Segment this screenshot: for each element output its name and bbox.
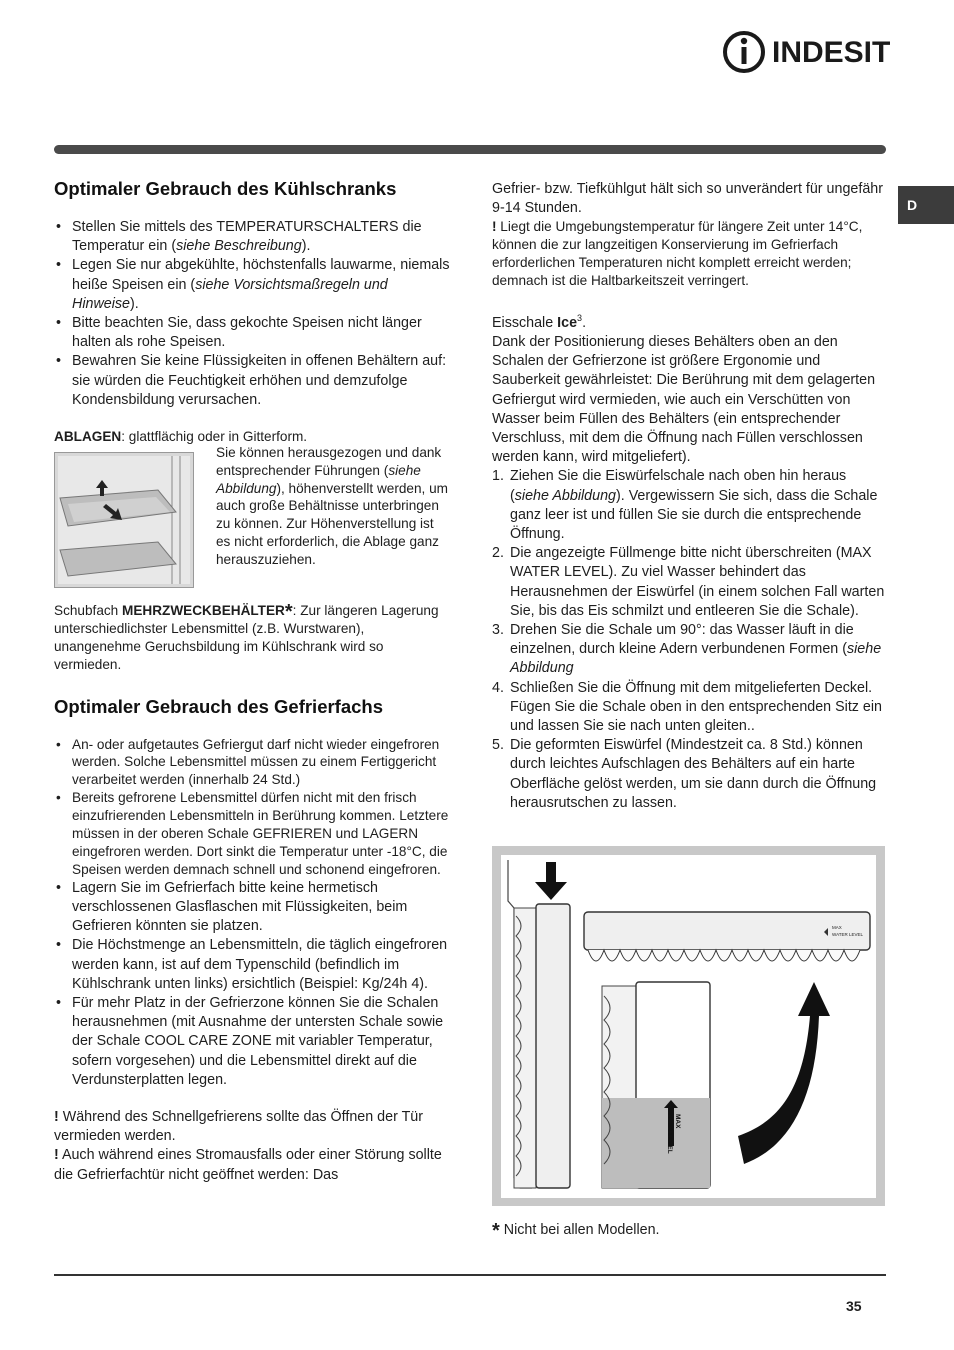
eisschale-intro: Dank der Positionierung dieses Behälters oben an den Schalen der Gefrierzone ist größere Ergonomie und Sauberkeit gewährleistet: Die Berührung mit dem gelagerten Gefriergut wird vermieden, wie auch ein Verschütten von Wasser beim Füllen des Behälters (ein entsprechender Verschluss, mit dem die Öffnung nach Füllen verschlossen werden kann, wird mitgeliefert). xyxy=(492,334,876,466)
freezer-bullet-item: • Bereits gefrorene Lebensmittel dürfen nicht mit den frisch einzufrierenden Lebensmitteln in Berührung kommen. Letztere müssen in der oberen Schale GEFRIEREN und LAGERN eingefroren werden. Dort sinkt die Temperatur unter -18°C, die Speisen werden demnach schnell und schonend eingefroren. xyxy=(54,789,450,879)
freezer-bullet-item: • Die Höchstmenge an Lebensmitteln, die täglich eingefroren werden kann, ist auf dem Typenschild (befindlich im Kühlschrank unten links) ersichtlich (Beispiel: Kg/24h 4). xyxy=(54,936,450,994)
fig-label-wl: WATER LEVEL xyxy=(666,1108,673,1154)
shelf-block xyxy=(54,444,450,590)
fridge-bullet-item: • Bewahren Sie keine Flüssigkeiten in offenen Behältern auf: sie würden die Feuchtigkeit erhöhen und demzufolge Kondensbildung verursachen. xyxy=(54,352,450,410)
warning-1: ! Während des Schnellgefrierens sollte das Öffnen der Tür vermieden werden. xyxy=(54,1109,424,1145)
ice-steps-list xyxy=(492,467,888,813)
freezer-bullet-list-b xyxy=(54,879,450,1090)
ice-step-item: 5. Die geformten Eiswürfel (Mindestzeit ca. 8 Std.) können durch leichtes Aufschlagen des Behälters auf ein harte Oberfläche gelöst werden, um sie dann durch die Öffnung herausrutschen zu lassen. xyxy=(492,737,877,811)
ablagen-label: ABLAGEN xyxy=(54,429,122,445)
footer-line xyxy=(54,1274,886,1276)
freezer-bullet-item: • Für mehr Platz in der Gefrierzone können Sie die Schalen herausnehmen (mit Ausnahme der untersten Schale sowie der Schale COOL CARE ZONE mit variabler Temperatur, sofern vorgesehen) und die Lebensmittel direkt auf die Verdunsterplatten legen. xyxy=(54,994,450,1090)
brand-name: INDESIT xyxy=(772,36,891,69)
header-bar xyxy=(54,145,886,154)
freezer-bullet-item: • An- oder aufgetautes Gefriergut darf nicht wieder eingefroren werden. Solche Lebensmittel müssen zu einem Fertiggericht verarbeitet werden (innerhalb 24 Std.) xyxy=(54,736,450,790)
heading-freezer: Optimaler Gebrauch des Gefrierfachs xyxy=(54,695,384,717)
ice-step-item: 2. Die angezeigte Füllmenge bitte nicht überschreiten (MAX WATER LEVEL). Zu viel Wasser behindert das Herausnehmen der Eiswürfel (in einem solchen Fall warten Sie, bis das Eis schmilzt und entleeren Sie die Schale). xyxy=(492,545,885,619)
freezer-bullet-item: • Lagern Sie im Gefrierfach bitte keine hermetisch verschlossenen Glasflaschen mit Flüssigkeiten, beim Gefrieren könnten sie platzen. xyxy=(54,879,450,937)
ablagen-text: : glattflächig oder in Gitterform. xyxy=(121,429,308,445)
shelf-illustration xyxy=(54,452,194,588)
fridge-bullet-item: • Legen Sie nur abgekühlte, höchstenfalls lauwarme, niemals heiße Speisen ein (siehe Vorsichtsmaßregeln und Hinweise). xyxy=(54,256,450,314)
right-column xyxy=(492,180,888,813)
schubfach-label: MEHRZWECKBEHÄLTER xyxy=(122,602,285,618)
ice-step-item: 1. Ziehen Sie die Eiswürfelschale nach oben hin heraus (siehe Abbildung). Vergewissern Sie sich, dass die Schale ganz leer ist und füllen Sie sie durch die entsprechende Öffnung. xyxy=(492,468,878,543)
eisschale-title: Eisschale Ice$^3$. xyxy=(492,313,587,331)
logo-emblem-icon xyxy=(722,30,772,80)
left-column xyxy=(54,176,450,1185)
fig-label-max-top: MAX xyxy=(832,925,842,930)
indesit-logo xyxy=(722,30,891,80)
fig-label-wl-top: WATER LEVEL xyxy=(832,932,864,937)
continued-text: Gefrier- bzw. Tiefkühlgut hält sich so unverändert für ungefähr 9-14 Stunden. xyxy=(492,181,883,217)
warning-3: ! Liegt die Umgebungstemperatur für längere Zeit unter 14°C, können die zur langzeitigen Konservierung im Gefrierfach erforderlichen Temperaturen nicht komplett erreicht werden; demnach ist die Haltbarkeitszeit verringert. xyxy=(492,219,863,289)
fig-label-max: MAX xyxy=(674,1114,681,1129)
page-number: 35 xyxy=(846,1298,862,1314)
fridge-bullet-item: • Stellen Sie mittels des TEMPERATURSCHALTERS die Temperatur ein (siehe Beschreibung). xyxy=(54,218,450,256)
warning-2: ! Auch während eines Stromausfalls oder einer Störung sollte die Gefrierfachtür nicht geöffnet werden: Das xyxy=(54,1147,442,1183)
ice-step-item: 4. Schließen Sie die Öffnung mit dem mitgelieferten Deckel. Fügen Sie die Schale oben in den entsprechenden Sitz ein und lassen Sie sie nach unten gleiten.. xyxy=(492,679,882,735)
shelf-description: Sie können herausgezogen und dank entsprechender Führungen (siehe Abbildung), höhenverstellt werden, um auch große Behältnisse unterbringen zu können. Zur Höhenverstellung ist es nicht erforderlich, die Ablage ganz herauszuziehen. xyxy=(216,444,448,567)
ice-step-item: 3. Drehen Sie die Schale um 90°: das Wasser läuft in die einzelnen, durch kleine Adern verbundenen Formen (siehe Abbildung xyxy=(492,622,882,677)
fridge-bullet-list xyxy=(54,218,450,410)
ice-tray-illustration xyxy=(492,846,885,1206)
schubfach-paragraph: Schubfach MEHRZWECKBEHÄLTER*: Zur längeren Lagerung unterschiedlichster Lebensmittel (z.B. Wurstwaren), unangenehme Geruchsbildung im Kühlschrank wird so vermieden. xyxy=(54,600,439,672)
language-tab: D xyxy=(898,186,954,224)
fridge-bullet-item: • Bitte beachten Sie, dass gekochte Speisen nicht länger halten als rohe Speisen. xyxy=(54,314,450,352)
footnote: * Nicht bei allen Modellen. xyxy=(492,1220,660,1242)
heading-fridge: Optimaler Gebrauch des Kühlschranks xyxy=(54,178,397,199)
freezer-bullet-list xyxy=(54,736,450,879)
